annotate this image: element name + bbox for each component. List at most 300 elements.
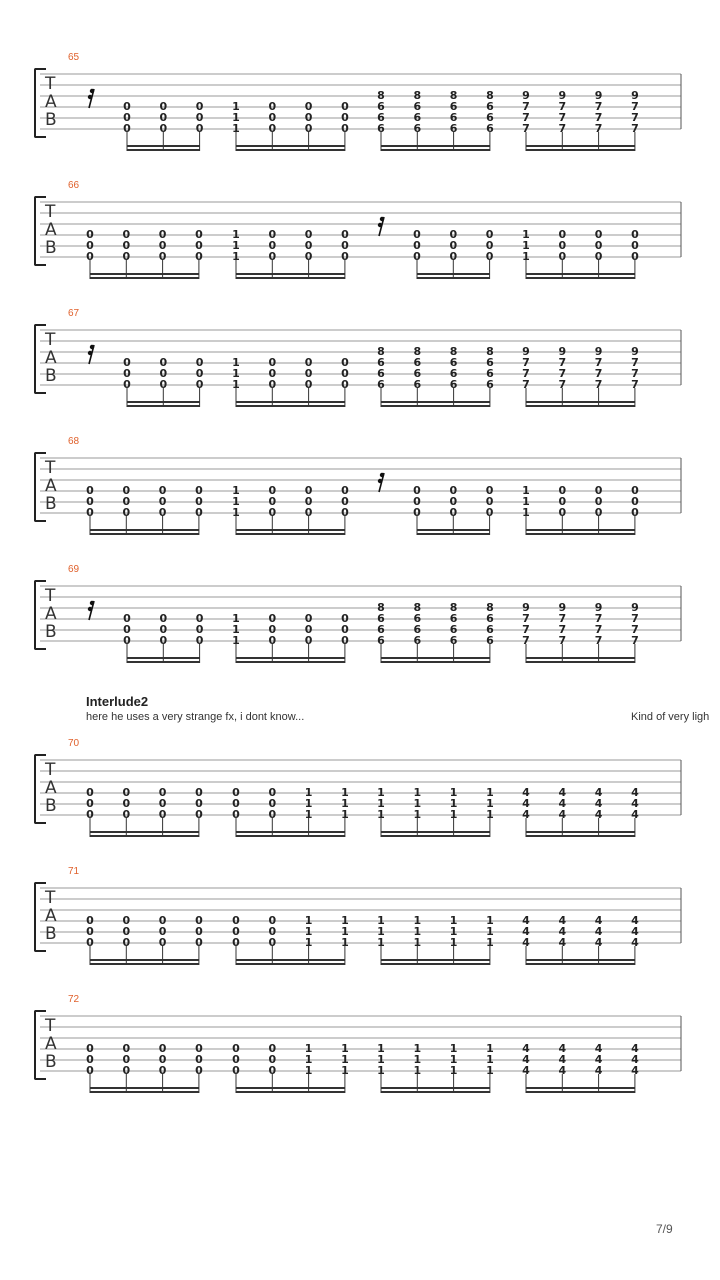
fret-number: 0 [341, 367, 349, 380]
fret-number: 4 [594, 808, 603, 821]
fret-number: 8 [449, 345, 458, 358]
fret-number: 0 [341, 484, 349, 497]
fret-number: 0 [123, 122, 131, 135]
fret-number: 1 [377, 936, 385, 949]
fret-number: 0 [232, 1064, 240, 1077]
fret-number: 0 [341, 623, 349, 636]
fret-number: 0 [195, 484, 203, 497]
fret-number: 7 [631, 367, 639, 380]
fret-number: 0 [86, 936, 94, 949]
fret-number: 1 [304, 936, 313, 949]
tab-clef-letter: A [45, 476, 57, 496]
tab-clef-letter: T [45, 458, 56, 478]
fret-number: 0 [268, 484, 277, 497]
tab-clef-letter: B [45, 796, 57, 816]
fret-number: 6 [377, 356, 385, 369]
fret-number: 4 [631, 936, 639, 949]
fret-number: 0 [195, 378, 204, 391]
fret-number: 0 [341, 495, 349, 508]
fret-number: 1 [341, 786, 349, 799]
fret-number: 7 [631, 612, 639, 625]
fret-number: 7 [594, 612, 603, 625]
fret-number: 0 [86, 250, 94, 263]
tab-clef-letter: A [45, 906, 57, 926]
fret-number: 1 [377, 808, 385, 821]
fret-number: 0 [122, 484, 131, 497]
fret-number: 0 [485, 228, 494, 241]
fret-number: 8 [377, 601, 385, 614]
fret-number: 0 [268, 786, 277, 799]
fret-number: 0 [122, 239, 131, 252]
fret-number: 7 [594, 634, 603, 647]
fret-number: 1 [377, 925, 385, 938]
measure-number: 69 [68, 564, 80, 575]
tab-clef-letter: B [45, 622, 57, 642]
fret-number: 0 [122, 228, 131, 241]
fret-number: 4 [594, 1064, 603, 1077]
tab-clef-letter: A [45, 220, 57, 240]
fret-number: 6 [486, 122, 494, 135]
fret-number: 7 [522, 122, 530, 135]
fret-number: 0 [123, 378, 131, 391]
fret-number: 1 [522, 506, 530, 519]
fret-number: 9 [631, 345, 639, 358]
fret-number: 4 [631, 925, 639, 938]
fret-number: 0 [158, 786, 167, 799]
fret-number: 1 [486, 808, 494, 821]
tab-clef-letter: T [45, 586, 56, 606]
fret-number: 7 [594, 111, 603, 124]
fret-number: 0 [122, 925, 131, 938]
fret-number: 1 [341, 1042, 349, 1055]
fret-number: 0 [86, 228, 94, 241]
fret-number: 0 [631, 506, 639, 519]
fret-number: 0 [195, 495, 203, 508]
fret-number: 6 [377, 122, 385, 135]
tab-clef-letter: B [45, 494, 57, 514]
fret-number: 6 [413, 634, 422, 647]
fret-number: 0 [304, 356, 313, 369]
fret-number: 0 [594, 239, 603, 252]
fret-number: 0 [594, 484, 603, 497]
fret-number: 1 [377, 797, 385, 810]
fret-number: 7 [522, 100, 530, 113]
fret-number: 0 [449, 239, 458, 252]
fret-number: 0 [122, 936, 131, 949]
fret-number: 1 [486, 914, 494, 927]
fret-number: 6 [449, 378, 458, 391]
fret-number: 1 [377, 1042, 385, 1055]
fret-number: 1 [304, 797, 313, 810]
fret-number: 0 [268, 1042, 277, 1055]
measure-number: 72 [68, 994, 80, 1005]
fret-number: 1 [449, 914, 458, 927]
fret-number: 8 [449, 601, 458, 614]
fret-number: 6 [413, 356, 422, 369]
fret-number: 0 [594, 506, 603, 519]
fret-number: 1 [341, 1053, 349, 1066]
fret-number: 4 [522, 1053, 530, 1066]
fret-number: 1 [304, 1064, 313, 1077]
fret-number: 1 [304, 786, 313, 799]
tab-clef-letter: A [45, 348, 57, 368]
fret-number: 0 [195, 797, 203, 810]
tab-staff [0, 994, 720, 1104]
fret-number: 8 [377, 345, 385, 358]
fret-number: 1 [232, 250, 240, 263]
fret-number: 0 [304, 623, 313, 636]
fret-number: 0 [268, 612, 277, 625]
fret-number: 0 [86, 925, 94, 938]
fret-number: 0 [304, 612, 313, 625]
fret-number: 1 [449, 1053, 458, 1066]
fret-number: 0 [341, 100, 349, 113]
fret-number: 0 [232, 786, 240, 799]
fret-number: 1 [304, 1042, 313, 1055]
fret-number: 1 [413, 808, 422, 821]
fret-number: 9 [522, 601, 530, 614]
fret-number: 0 [159, 612, 168, 625]
fret-number: 0 [158, 1042, 167, 1055]
fret-number: 0 [304, 367, 313, 380]
fret-number: 7 [558, 356, 567, 369]
fret-number: 1 [304, 808, 313, 821]
tab-clef-letter: T [45, 202, 56, 222]
fret-number: 0 [195, 914, 203, 927]
system-bracket [34, 196, 46, 266]
fret-number: 0 [268, 495, 277, 508]
fret-number: 7 [631, 100, 639, 113]
fret-number: 0 [158, 808, 167, 821]
fret-number: 4 [631, 914, 639, 927]
fret-number: 8 [413, 89, 422, 102]
rest-icon [378, 217, 384, 236]
fret-number: 4 [594, 797, 603, 810]
system-bracket [34, 452, 46, 522]
fret-number: 4 [558, 914, 567, 927]
fret-number: 0 [122, 808, 131, 821]
fret-number: 0 [232, 925, 240, 938]
fret-number: 0 [304, 378, 313, 391]
fret-number: 0 [195, 786, 203, 799]
fret-number: 8 [413, 345, 422, 358]
fret-number: 8 [449, 89, 458, 102]
fret-number: 1 [413, 925, 422, 938]
tab-clef-letter: T [45, 74, 56, 94]
fret-number: 1 [232, 623, 240, 636]
fret-number: 1 [232, 378, 240, 391]
fret-number: 0 [268, 122, 277, 135]
fret-number: 1 [522, 250, 530, 263]
fret-number: 1 [232, 111, 240, 124]
system-bracket [34, 882, 46, 952]
fret-number: 0 [413, 228, 421, 241]
fret-number: 0 [268, 506, 277, 519]
fret-number: 0 [158, 1064, 167, 1077]
fret-number: 6 [413, 367, 422, 380]
fret-number: 6 [486, 634, 494, 647]
fret-number: 0 [159, 356, 168, 369]
fret-number: 6 [377, 623, 385, 636]
tab-system [0, 180, 720, 290]
fret-number: 0 [123, 100, 131, 113]
fret-number: 0 [123, 367, 131, 380]
fret-number: 0 [159, 100, 168, 113]
fret-number: 1 [232, 612, 240, 625]
fret-number: 0 [449, 250, 458, 263]
fret-number: 7 [522, 111, 530, 124]
rest-icon [88, 345, 94, 364]
fret-number: 0 [86, 914, 94, 927]
fret-number: 0 [86, 786, 94, 799]
fret-number: 4 [631, 1053, 639, 1066]
fret-number: 7 [522, 356, 530, 369]
fret-number: 0 [122, 250, 131, 263]
section-note: here he uses a very strange fx, i dont know... [86, 711, 305, 723]
fret-number: 4 [558, 786, 567, 799]
fret-number: 8 [486, 601, 494, 614]
fret-number: 4 [558, 808, 567, 821]
fret-number: 0 [158, 797, 167, 810]
fret-number: 4 [558, 1042, 567, 1055]
fret-number: 0 [341, 228, 349, 241]
fret-number: 0 [232, 936, 240, 949]
fret-number: 1 [522, 239, 530, 252]
fret-number: 0 [413, 506, 421, 519]
fret-number: 6 [413, 100, 422, 113]
fret-number: 0 [304, 484, 313, 497]
fret-number: 0 [558, 239, 567, 252]
fret-number: 4 [594, 786, 603, 799]
fret-number: 9 [522, 345, 530, 358]
fret-number: 1 [486, 1064, 494, 1077]
fret-number: 0 [304, 495, 313, 508]
fret-number: 0 [558, 250, 567, 263]
fret-number: 0 [594, 228, 603, 241]
fret-number: 0 [158, 914, 167, 927]
fret-number: 0 [341, 356, 349, 369]
tab-clef-letter: B [45, 1052, 57, 1072]
fret-number: 0 [86, 1064, 94, 1077]
fret-number: 0 [413, 250, 421, 263]
fret-number: 0 [485, 506, 494, 519]
fret-number: 6 [449, 612, 458, 625]
fret-number: 1 [449, 1064, 458, 1077]
fret-number: 0 [195, 612, 204, 625]
fret-number: 7 [558, 367, 567, 380]
fret-number: 0 [594, 250, 603, 263]
fret-number: 0 [123, 634, 131, 647]
fret-number: 0 [195, 356, 204, 369]
fret-number: 0 [631, 239, 639, 252]
fret-number: 8 [486, 89, 494, 102]
measure-number: 67 [68, 308, 80, 319]
fret-number: 1 [522, 495, 530, 508]
fret-number: 0 [268, 111, 277, 124]
fret-number: 0 [558, 484, 567, 497]
fret-number: 0 [123, 111, 131, 124]
tab-clef-letter: T [45, 330, 56, 350]
fret-number: 7 [558, 122, 567, 135]
fret-number: 0 [158, 228, 167, 241]
tab-system [0, 308, 720, 418]
fret-number: 4 [522, 808, 530, 821]
tab-clef-letter: A [45, 92, 57, 112]
fret-number: 1 [341, 1064, 349, 1077]
fret-number: 4 [522, 797, 530, 810]
fret-number: 6 [377, 100, 385, 113]
fret-number: 0 [122, 786, 131, 799]
fret-number: 4 [522, 936, 530, 949]
fret-number: 0 [122, 506, 131, 519]
fret-number: 1 [449, 925, 458, 938]
fret-number: 1 [413, 797, 422, 810]
fret-number: 0 [158, 484, 167, 497]
fret-number: 9 [594, 89, 603, 102]
fret-number: 4 [558, 936, 567, 949]
fret-number: 6 [486, 378, 494, 391]
fret-number: 7 [594, 100, 603, 113]
measure-number: 68 [68, 436, 80, 447]
fret-number: 0 [195, 1064, 203, 1077]
fret-number: 0 [122, 1042, 131, 1055]
fret-number: 0 [268, 250, 277, 263]
tab-clef-letter: B [45, 110, 57, 130]
fret-number: 0 [195, 634, 204, 647]
fret-number: 1 [522, 228, 530, 241]
fret-number: 7 [558, 100, 567, 113]
fret-number: 0 [413, 484, 421, 497]
fret-number: 0 [159, 623, 168, 636]
fret-number: 1 [449, 797, 458, 810]
fret-number: 0 [268, 356, 277, 369]
fret-number: 0 [158, 495, 167, 508]
fret-number: 0 [195, 228, 203, 241]
measure-number: 71 [68, 866, 80, 877]
fret-number: 0 [159, 367, 168, 380]
fret-number: 0 [195, 239, 203, 252]
fret-number: 9 [522, 89, 530, 102]
fret-number: 9 [631, 89, 639, 102]
fret-number: 7 [594, 378, 603, 391]
fret-number: 6 [486, 367, 494, 380]
fret-number: 0 [195, 1053, 203, 1066]
fret-number: 9 [558, 601, 567, 614]
fret-number: 1 [486, 936, 494, 949]
fret-number: 1 [449, 936, 458, 949]
fret-number: 1 [304, 914, 313, 927]
fret-number: 0 [122, 495, 131, 508]
fret-number: 6 [486, 356, 494, 369]
fret-number: 7 [522, 634, 530, 647]
fret-number: 1 [449, 1042, 458, 1055]
fret-number: 0 [268, 378, 277, 391]
fret-number: 0 [413, 495, 421, 508]
tab-clef-letter: T [45, 760, 56, 780]
fret-number: 0 [158, 925, 167, 938]
fret-number: 6 [449, 122, 458, 135]
fret-number: 0 [122, 914, 131, 927]
fret-number: 1 [486, 786, 494, 799]
fret-number: 0 [558, 228, 567, 241]
fret-number: 6 [377, 634, 385, 647]
tab-system [0, 564, 720, 674]
fret-number: 0 [304, 634, 313, 647]
fret-number: 1 [486, 925, 494, 938]
fret-number: 4 [631, 797, 639, 810]
fret-number: 4 [631, 808, 639, 821]
fret-number: 7 [631, 122, 639, 135]
fret-number: 0 [158, 239, 167, 252]
tab-system [0, 866, 720, 976]
tab-clef-letter: B [45, 238, 57, 258]
fret-number: 0 [449, 506, 458, 519]
fret-number: 0 [158, 1053, 167, 1066]
fret-number: 4 [558, 1064, 567, 1077]
fret-number: 6 [449, 367, 458, 380]
fret-number: 0 [86, 506, 94, 519]
system-bracket [34, 580, 46, 650]
fret-number: 1 [486, 1053, 494, 1066]
fret-number: 0 [268, 100, 277, 113]
fret-number: 4 [558, 925, 567, 938]
tab-system [0, 52, 720, 162]
fret-number: 0 [304, 239, 313, 252]
tab-clef-letter: A [45, 778, 57, 798]
fret-number: 0 [631, 250, 639, 263]
measure-number: 66 [68, 180, 80, 191]
fret-number: 0 [304, 506, 313, 519]
measure-number: 70 [68, 738, 80, 749]
tab-clef-letter: A [45, 1034, 57, 1054]
system-bracket [34, 68, 46, 138]
fret-number: 1 [341, 914, 349, 927]
rest-icon [88, 601, 94, 620]
fret-number: 4 [522, 786, 530, 799]
section-title: Interlude2 [86, 694, 149, 709]
fret-number: 1 [232, 228, 240, 241]
fret-number: 0 [159, 634, 168, 647]
fret-number: 0 [158, 506, 167, 519]
fret-number: 1 [377, 914, 385, 927]
fret-number: 8 [377, 89, 385, 102]
fret-number: 6 [377, 111, 385, 124]
fret-number: 0 [341, 250, 349, 263]
fret-number: 7 [558, 378, 567, 391]
fret-number: 0 [268, 936, 277, 949]
fret-number: 4 [594, 1042, 603, 1055]
fret-number: 0 [195, 1042, 203, 1055]
tab-clef-letter: A [45, 604, 57, 624]
fret-number: 1 [413, 936, 422, 949]
fret-number: 0 [413, 239, 421, 252]
fret-number: 0 [86, 1042, 94, 1055]
fret-number: 0 [631, 484, 639, 497]
fret-number: 0 [449, 484, 458, 497]
fret-number: 9 [594, 345, 603, 358]
fret-number: 6 [413, 623, 422, 636]
fret-number: 0 [449, 495, 458, 508]
fret-number: 4 [558, 1053, 567, 1066]
fret-number: 7 [558, 634, 567, 647]
fret-number: 0 [195, 936, 203, 949]
fret-number: 0 [232, 797, 240, 810]
fret-number: 0 [195, 367, 204, 380]
fret-number: 0 [122, 1053, 131, 1066]
fret-number: 9 [594, 601, 603, 614]
fret-number: 0 [122, 797, 131, 810]
fret-number: 0 [304, 250, 313, 263]
